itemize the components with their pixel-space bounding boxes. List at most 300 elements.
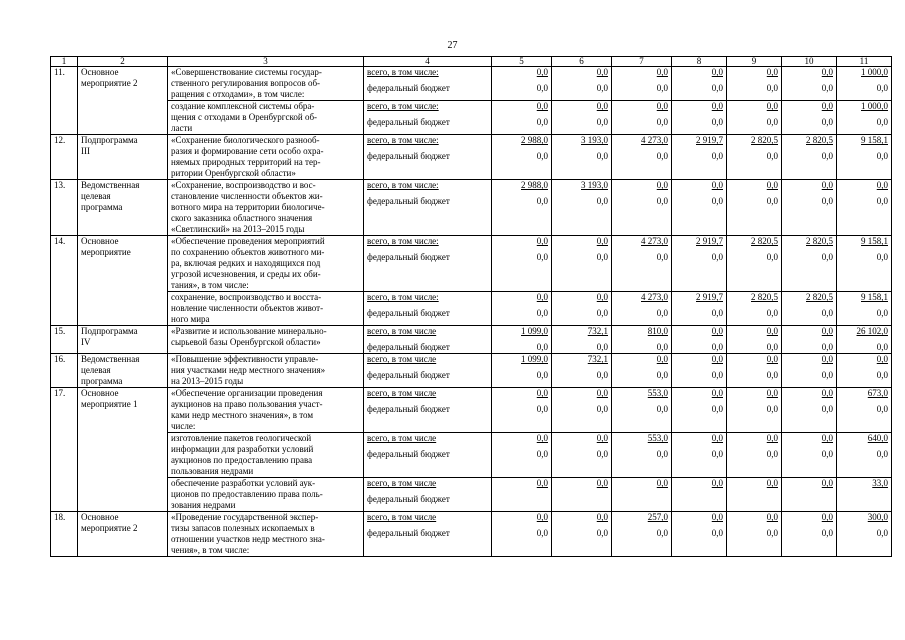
amount-cell xyxy=(782,292,837,326)
amount-cell xyxy=(612,478,672,512)
amount-value: 0,0 xyxy=(711,83,723,93)
column-header: 11 xyxy=(837,57,892,67)
funding-source xyxy=(364,135,492,180)
row-number: 14. xyxy=(51,236,78,326)
amount-value: 0,0 xyxy=(596,292,608,302)
amount-cell xyxy=(837,67,892,101)
amount-value: 0,0 xyxy=(536,292,548,302)
amount-value: 0,0 xyxy=(536,388,548,398)
table-row xyxy=(51,388,892,433)
amount-cell xyxy=(782,180,837,236)
amount-cell xyxy=(837,512,892,557)
amount-value: 0,0 xyxy=(711,196,723,206)
table-row xyxy=(51,135,892,180)
amount-value: 0,0 xyxy=(656,83,668,93)
description-line: няемых природных территорий на тер- xyxy=(171,157,321,167)
description-line: информации для разработки условий xyxy=(171,444,314,454)
funding-label: федеральный бюджет xyxy=(367,404,450,414)
amount-value: 0,0 xyxy=(821,308,833,318)
amount-cell xyxy=(727,292,782,326)
funding-label: всего, в том числе xyxy=(367,433,437,443)
amount-cell xyxy=(672,67,727,101)
description-line: на 2013–2015 годы xyxy=(171,376,244,386)
column-header: 8 xyxy=(672,57,727,67)
amount-value: 732,1 xyxy=(587,354,608,364)
amount-value: 2 820,5 xyxy=(751,236,778,246)
amount-cell xyxy=(552,388,612,433)
amount-cell xyxy=(552,67,612,101)
table-body xyxy=(51,57,892,557)
funding-label: федеральный бюджет xyxy=(367,196,450,206)
column-header: 9 xyxy=(727,57,782,67)
amount-value: 0,0 xyxy=(821,196,833,206)
amount-cell xyxy=(612,135,672,180)
funding-source xyxy=(364,236,492,292)
amount-value: 9 158,1 xyxy=(861,135,888,145)
amount-value: 0,0 xyxy=(536,342,548,352)
amount-value: 0,0 xyxy=(711,151,723,161)
amount-cell xyxy=(672,478,727,512)
program-description xyxy=(168,512,364,557)
description-line: «Светлинский» на 2013–2015 годы xyxy=(171,224,305,234)
program-description xyxy=(168,433,364,478)
program-type xyxy=(78,326,168,354)
amount-value: 2 820,5 xyxy=(806,236,833,246)
amount-value: 26 102,0 xyxy=(856,326,888,336)
amount-value: 0,0 xyxy=(536,512,548,522)
amount-value: 0,0 xyxy=(766,308,778,318)
program-type-line: Основное xyxy=(81,512,119,522)
funding-label: федеральный бюджет xyxy=(367,117,450,127)
amount-value: 33,0 xyxy=(872,478,888,488)
amount-value: 0,0 xyxy=(821,101,833,111)
amount-cell xyxy=(552,512,612,557)
column-header: 7 xyxy=(612,57,672,67)
amount-value: 0,0 xyxy=(596,528,608,538)
amount-value: 4 273,0 xyxy=(641,236,668,246)
funding-source xyxy=(364,512,492,557)
description-line: «Повышение эффективности управле- xyxy=(171,354,319,364)
description-line: ного мира xyxy=(171,314,210,324)
description-line: изготовление пакетов геологической xyxy=(171,433,312,443)
amount-cell xyxy=(782,433,837,478)
funding-label: всего, в том числе xyxy=(367,326,437,336)
amount-value: 0,0 xyxy=(876,404,888,414)
amount-value: 0,0 xyxy=(711,478,723,488)
funding-source xyxy=(364,180,492,236)
amount-value: 0,0 xyxy=(766,83,778,93)
description-line: чения», в том числе: xyxy=(171,545,250,555)
amount-cell xyxy=(672,354,727,388)
amount-value: 732,1 xyxy=(587,326,608,336)
amount-value: 1 000,0 xyxy=(861,67,888,77)
row-number: 12. xyxy=(51,135,78,180)
amount-cell xyxy=(552,292,612,326)
amount-cell xyxy=(492,236,552,292)
program-type-line: Подпрограмма xyxy=(81,326,138,336)
program-type-line: Ведомственная xyxy=(81,180,140,190)
column-header: 3 xyxy=(168,57,364,67)
amount-value: 0,0 xyxy=(766,180,778,190)
amount-value: 2 988,0 xyxy=(521,135,548,145)
amount-value: 0,0 xyxy=(596,67,608,77)
amount-value: 0,0 xyxy=(876,449,888,459)
amount-value: 0,0 xyxy=(656,478,668,488)
funding-label: федеральный бюджет xyxy=(367,449,450,459)
amount-cell xyxy=(837,388,892,433)
amount-cell xyxy=(612,354,672,388)
amount-value: 0,0 xyxy=(536,101,548,111)
amount-cell xyxy=(672,512,727,557)
amount-cell xyxy=(782,326,837,354)
amount-value: 0,0 xyxy=(711,101,723,111)
amount-cell xyxy=(672,236,727,292)
program-type-line: мероприятие 2 xyxy=(81,78,138,88)
description-line: разия и формирование сети особо охра- xyxy=(171,146,324,156)
amount-value: 0,0 xyxy=(656,342,668,352)
description-line: пользования недрами xyxy=(171,466,254,476)
description-line: отношении участков недр местного зна- xyxy=(171,534,325,544)
amount-value: 0,0 xyxy=(766,101,778,111)
amount-value: 2 820,5 xyxy=(806,292,833,302)
amount-value: 4 273,0 xyxy=(641,135,668,145)
column-header: 2 xyxy=(78,57,168,67)
funding-label: всего, в том числе xyxy=(367,512,437,522)
table-row xyxy=(51,433,892,478)
program-type xyxy=(78,354,168,388)
amount-cell xyxy=(837,180,892,236)
amount-value: 0,0 xyxy=(876,354,888,364)
amount-value: 810,0 xyxy=(647,326,668,336)
amount-value: 0,0 xyxy=(596,388,608,398)
table-row xyxy=(51,180,892,236)
amount-value: 0,0 xyxy=(536,404,548,414)
amount-cell xyxy=(492,433,552,478)
amount-value: 1 099,0 xyxy=(521,354,548,364)
amount-value: 0,0 xyxy=(596,196,608,206)
amount-cell xyxy=(727,326,782,354)
amount-value: 2 820,5 xyxy=(751,135,778,145)
amount-value: 0,0 xyxy=(656,449,668,459)
funding-label: федеральный бюджет xyxy=(367,342,450,352)
amount-value: 2 820,5 xyxy=(806,135,833,145)
amount-value: 0,0 xyxy=(596,83,608,93)
description-line: аукционов по предоставлению права xyxy=(171,455,313,465)
description-line: щения с отходами в Оренбургской об- xyxy=(171,112,318,122)
budget-table xyxy=(50,56,892,557)
funding-label: федеральный бюджет xyxy=(367,151,450,161)
table-row xyxy=(51,478,892,512)
amount-value: 0,0 xyxy=(711,528,723,538)
amount-value: 0,0 xyxy=(596,252,608,262)
description-line: ционов по предоставлению права поль- xyxy=(171,489,323,499)
program-type-line: мероприятие xyxy=(81,247,131,257)
amount-value: 0,0 xyxy=(596,433,608,443)
funding-label: всего, в том числе: xyxy=(367,101,439,111)
description-line: обеспечение разработки условий аук- xyxy=(171,478,316,488)
amount-value: 0,0 xyxy=(876,370,888,380)
amount-value: 0,0 xyxy=(766,404,778,414)
amount-cell xyxy=(727,478,782,512)
amount-value: 0,0 xyxy=(711,433,723,443)
amount-cell xyxy=(552,101,612,135)
page-number: 27 xyxy=(447,40,458,51)
amount-value: 0,0 xyxy=(821,354,833,364)
description-line: тизы запасов полезных ископаемых в xyxy=(171,523,315,533)
amount-value: 0,0 xyxy=(596,236,608,246)
amount-value: 0,0 xyxy=(711,370,723,380)
amount-value: 0,0 xyxy=(656,67,668,77)
amount-value: 0,0 xyxy=(596,117,608,127)
funding-label: всего, в том числе xyxy=(367,478,437,488)
amount-value: 0,0 xyxy=(536,370,548,380)
amount-value: 0,0 xyxy=(536,308,548,318)
amount-value: 0,0 xyxy=(656,528,668,538)
amount-cell xyxy=(612,180,672,236)
program-description xyxy=(168,180,364,236)
amount-value: 0,0 xyxy=(766,370,778,380)
description-line: создание комплексной системы обра- xyxy=(171,101,315,111)
funding-label: всего, в том числе: xyxy=(367,292,439,302)
amount-cell xyxy=(727,180,782,236)
column-header: 5 xyxy=(492,57,552,67)
amount-cell xyxy=(492,326,552,354)
description-line: ращения с отходами», в том числе: xyxy=(171,89,305,99)
description-line: вотного мира на территории биологиче- xyxy=(171,202,325,212)
amount-value: 0,0 xyxy=(821,117,833,127)
description-line: ра, включая редких и находящихся под xyxy=(171,258,321,268)
amount-cell xyxy=(837,292,892,326)
funding-label: федеральный бюджет xyxy=(367,308,450,318)
amount-cell xyxy=(612,292,672,326)
amount-value: 0,0 xyxy=(536,433,548,443)
program-description xyxy=(168,326,364,354)
amount-value: 0,0 xyxy=(536,67,548,77)
program-description xyxy=(168,388,364,433)
funding-source xyxy=(364,292,492,326)
amount-value: 0,0 xyxy=(711,512,723,522)
funding-source xyxy=(364,354,492,388)
amount-value: 0,0 xyxy=(656,404,668,414)
amount-value: 9 158,1 xyxy=(861,236,888,246)
amount-cell xyxy=(782,236,837,292)
description-line: ласти xyxy=(171,123,193,133)
amount-value: 0,0 xyxy=(821,252,833,262)
amount-value: 0,0 xyxy=(821,478,833,488)
amount-value: 0,0 xyxy=(821,151,833,161)
amount-value: 3 193,0 xyxy=(581,180,608,190)
amount-value: 0,0 xyxy=(766,388,778,398)
funding-label: всего, в том числе: xyxy=(367,135,439,145)
amount-cell xyxy=(782,101,837,135)
amount-value: 0,0 xyxy=(656,252,668,262)
amount-cell xyxy=(492,292,552,326)
amount-value: 3 193,0 xyxy=(581,135,608,145)
amount-value: 673,0 xyxy=(867,388,888,398)
program-description xyxy=(168,354,364,388)
amount-value: 0,0 xyxy=(536,151,548,161)
header-row xyxy=(51,57,892,67)
table-row xyxy=(51,67,892,101)
program-type-line: Основное xyxy=(81,236,119,246)
program-type xyxy=(78,388,168,512)
amount-cell xyxy=(837,236,892,292)
amount-cell xyxy=(552,326,612,354)
amount-value: 553,0 xyxy=(647,388,668,398)
amount-value: 0,0 xyxy=(596,512,608,522)
amount-value: 2 919,7 xyxy=(696,292,723,302)
amount-value: 0,0 xyxy=(821,370,833,380)
amount-value: 0,0 xyxy=(536,117,548,127)
funding-source xyxy=(364,67,492,101)
amount-cell xyxy=(727,512,782,557)
amount-value: 0,0 xyxy=(711,449,723,459)
amount-cell xyxy=(727,67,782,101)
amount-cell xyxy=(782,354,837,388)
amount-value: 0,0 xyxy=(766,449,778,459)
description-line: сохранение, воспроизводство и восста- xyxy=(171,292,322,302)
amount-value: 0,0 xyxy=(766,196,778,206)
amount-value: 0,0 xyxy=(711,404,723,414)
amount-value: 553,0 xyxy=(647,433,668,443)
description-line: тания», в том числе: xyxy=(171,280,249,290)
amount-value: 0,0 xyxy=(656,370,668,380)
program-type-line: целевая xyxy=(81,365,111,375)
amount-cell xyxy=(727,101,782,135)
amount-value: 0,0 xyxy=(876,196,888,206)
amount-value: 0,0 xyxy=(821,326,833,336)
amount-value: 0,0 xyxy=(596,404,608,414)
funding-label: всего, в том числе xyxy=(367,354,437,364)
amount-value: 0,0 xyxy=(711,354,723,364)
program-type-line: мероприятие 1 xyxy=(81,399,138,409)
description-line: по сохранению объектов животного ми- xyxy=(171,247,325,257)
amount-cell xyxy=(612,433,672,478)
column-header: 10 xyxy=(782,57,837,67)
description-line: «Сохранение, воспроизводство и вос- xyxy=(171,180,316,190)
description-line: ственного регулирования вопросов об- xyxy=(171,78,321,88)
program-type-line: программа xyxy=(81,376,123,386)
amount-cell xyxy=(612,326,672,354)
program-type-line: мероприятие 2 xyxy=(81,523,138,533)
amount-value: 0,0 xyxy=(766,354,778,364)
amount-value: 4 273,0 xyxy=(641,292,668,302)
amount-cell xyxy=(782,478,837,512)
column-header: 4 xyxy=(364,57,492,67)
row-number: 16. xyxy=(51,354,78,388)
funding-label: федеральный бюджет xyxy=(367,528,450,538)
amount-value: 0,0 xyxy=(766,342,778,352)
amount-cell xyxy=(727,236,782,292)
amount-cell xyxy=(782,67,837,101)
amount-value: 0,0 xyxy=(596,449,608,459)
amount-cell xyxy=(727,354,782,388)
description-line: ками недр местного значения», в том xyxy=(171,410,314,420)
amount-value: 0,0 xyxy=(596,101,608,111)
amount-cell xyxy=(672,101,727,135)
amount-cell xyxy=(552,236,612,292)
amount-value: 0,0 xyxy=(596,342,608,352)
amount-value: 0,0 xyxy=(821,83,833,93)
description-line: угрозой исчезновения, и среды их оби- xyxy=(171,269,321,279)
amount-value: 0,0 xyxy=(766,151,778,161)
amount-cell xyxy=(782,388,837,433)
description-line: числе: xyxy=(171,421,196,431)
amount-cell xyxy=(612,512,672,557)
amount-cell xyxy=(492,135,552,180)
description-line: ния участками недр местного значения» xyxy=(171,365,326,375)
amount-value: 0,0 xyxy=(711,388,723,398)
program-type xyxy=(78,135,168,180)
program-type xyxy=(78,236,168,326)
table-row xyxy=(51,354,892,388)
amount-value: 0,0 xyxy=(536,196,548,206)
program-type-line: Основное xyxy=(81,67,119,77)
amount-value: 0,0 xyxy=(536,236,548,246)
amount-value: 0,0 xyxy=(766,433,778,443)
amount-value: 9 158,1 xyxy=(861,292,888,302)
program-description xyxy=(168,67,364,101)
amount-cell xyxy=(837,433,892,478)
amount-value: 0,0 xyxy=(821,433,833,443)
program-description xyxy=(168,101,364,135)
table-row xyxy=(51,101,892,135)
amount-cell xyxy=(672,388,727,433)
funding-label: федеральный бюджет xyxy=(367,83,450,93)
funding-label: всего, в том числе xyxy=(367,388,437,398)
amount-cell xyxy=(552,354,612,388)
amount-cell xyxy=(837,135,892,180)
description-line: «Обеспечение организации проведения xyxy=(171,388,323,398)
amount-cell xyxy=(552,433,612,478)
amount-value: 0,0 xyxy=(536,83,548,93)
amount-cell xyxy=(672,433,727,478)
amount-value: 0,0 xyxy=(766,326,778,336)
table-row xyxy=(51,512,892,557)
program-description xyxy=(168,478,364,512)
amount-cell xyxy=(492,512,552,557)
row-number: 13. xyxy=(51,180,78,236)
amount-value: 640,0 xyxy=(867,433,888,443)
description-line: зования недрами xyxy=(171,500,236,510)
amount-value: 0,0 xyxy=(711,308,723,318)
amount-value: 0,0 xyxy=(656,308,668,318)
amount-value: 0,0 xyxy=(766,528,778,538)
amount-cell xyxy=(782,512,837,557)
amount-value: 0,0 xyxy=(821,449,833,459)
amount-value: 0,0 xyxy=(711,67,723,77)
amount-cell xyxy=(492,354,552,388)
description-line: сырьевой базы Оренбургской области» xyxy=(171,337,321,347)
amount-cell xyxy=(837,478,892,512)
amount-value: 0,0 xyxy=(596,370,608,380)
row-number: 15. xyxy=(51,326,78,354)
table-row xyxy=(51,326,892,354)
amount-value: 0,0 xyxy=(656,354,668,364)
description-line: ского заказника областного значения xyxy=(171,213,313,223)
amount-value: 0,0 xyxy=(821,388,833,398)
funding-label: всего, в том числе: xyxy=(367,67,439,77)
description-line: становление численности объектов жи- xyxy=(171,191,323,201)
funding-source xyxy=(364,388,492,433)
funding-label: федеральный бюджет xyxy=(367,494,450,504)
amount-value: 0,0 xyxy=(876,151,888,161)
amount-value: 2 919,7 xyxy=(696,135,723,145)
amount-value: 0,0 xyxy=(766,512,778,522)
amount-value: 0,0 xyxy=(656,101,668,111)
amount-value: 0,0 xyxy=(656,196,668,206)
amount-cell xyxy=(612,388,672,433)
